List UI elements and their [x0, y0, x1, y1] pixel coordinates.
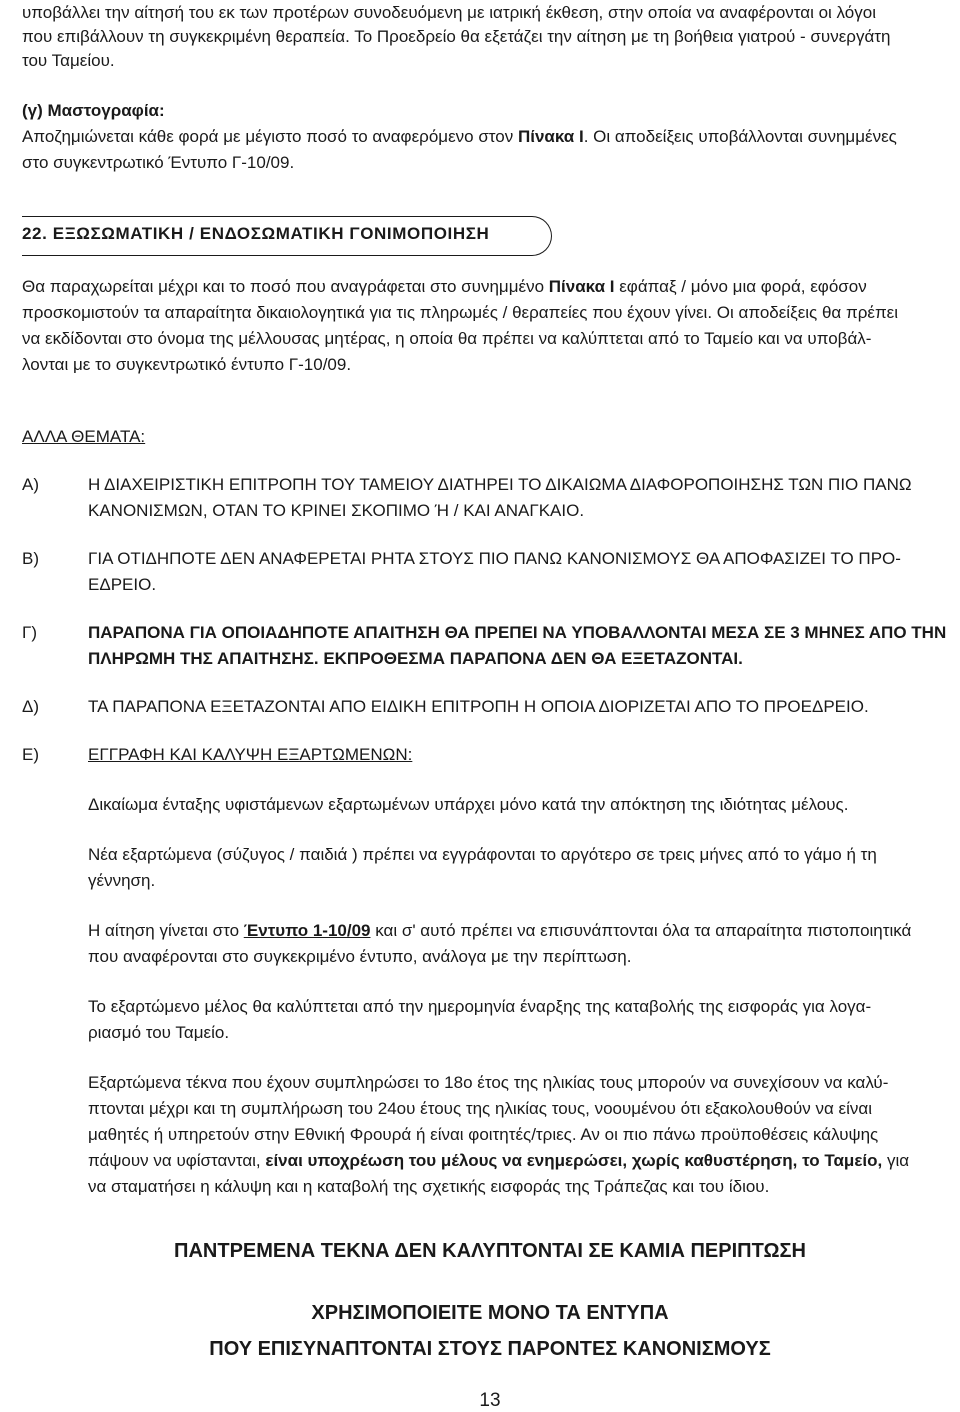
intro-line-2: που επιβάλλουν τη συγκεκριμένη θεραπεία. Το Προεδρείο θα εξετάζει την αίτηση με τη βοήθεια γιατρού - συνεργάτη	[22, 27, 891, 46]
item-b-letter: Β)	[22, 549, 39, 568]
item-c-line-2: ΠΛΗΡΩΜΗ ΤΗΣ ΑΠΑΙΤΗΣΗΣ. ΕΚΠΡΟΘΕΣΜΑ ΠΑΡΑΠΟΝΑ ΔΕΝ ΘΑ ΕΞΕΤΑΖΟΝΤΑΙ.	[88, 649, 743, 668]
section-g-line-2: στο συγκεντρωτικό Έντυπο Γ-10/09.	[22, 153, 295, 172]
married-children-note: ΠΑΝΤΡΕΜΕΝΑ ΤΕΚΝΑ ΔΕΝ ΚΑΛΥΠΤΟΝΤΑΙ ΣΕ ΚΑΜΙΑ ΠΕΡΙΠΤΩΣΗ	[174, 1240, 806, 1262]
section-g-text-a: Αποζημιώνεται κάθε φορά με μέγιστο ποσό το αναφερόμενο στον	[22, 127, 518, 146]
use-forms-note-line-1: ΧΡΗΣΙΜΟΠΟΙΕΙΤΕ ΜΟΝΟ ΤΑ ΕΝΤΥΠΑ	[311, 1302, 669, 1324]
dependents-p5-line-2: πτονται μέχρι και τη συμπλήρωση του 24ου έτους της ηλικίας τους, νοουμένου ότι εξακολουθούν να είναι	[88, 1099, 872, 1118]
dependents-p1: Δικαίωμα ένταξης υφιστάμενων εξαρτωμένων υπάρχει μόνο κατά την απόκτηση της ιδιότητας μέλους.	[88, 795, 849, 814]
dependents-p3-text-b: και σ' αυτό πρέπει να επισυνάπτονται όλα τα απαραίτητα πιστοποιητικά	[370, 921, 912, 940]
intro-line-1: υποβάλλει την αίτησή του εκ των προτέρων συνοδευόμενη με ιατρική έκθεση, στην οποία να αναφέρονται οι λόγοι	[22, 3, 876, 22]
dependents-p5-line-4	[88, 1148, 960, 1174]
other-matters-heading: ΑΛΛΑ ΘΕΜΑΤΑ:	[22, 427, 146, 446]
section-g-text-b: . Οι αποδείξεις υποβάλλονται συνημμένες	[583, 127, 897, 146]
item-e-line-1: ΕΓΓΡΑΦΗ ΚΑΙ ΚΑΛΥΨΗ ΕΞΑΡΤΩΜΕΝΩΝ:	[88, 745, 413, 764]
dependents-p5-text-b: για	[882, 1151, 910, 1170]
item-a-line-1: Η ΔΙΑΧΕΙΡΙΣΤΙΚΗ ΕΠΙΤΡΟΠΗ ΤΟΥ ΤΑΜΕΙΟΥ ΔΙΑΤΗΡΕΙ ΤΟ ΔΙΚΑΙΩΜΑ ΔΙΑΦΟΡΟΠΟΙΗΣΗΣ ΤΩΝ ΠΙΟ ΠΑΝΩ	[88, 475, 912, 494]
item-a-line-2: ΚΑΝΟΝΙΣΜΩΝ, ΟΤΑΝ ΤΟ ΚΡΙΝΕΙ ΣΚΟΠΙΜΟ Ή / ΚΑΙ ΑΝΑΓΚΑΙΟ.	[88, 501, 585, 520]
dependents-p4-line-2: ριασμό του Ταμείο.	[88, 1023, 230, 1042]
section-22-text-b: εφάπαξ / μόνο μια φορά, εφόσον	[614, 277, 867, 296]
intro-line-3: του Ταμείου.	[22, 51, 115, 70]
dependents-p5-line-5: να σταματήσει η κάλυψη και η καταβολή της σχετικής εισφοράς της Τράπεζας και του ίδιου.	[88, 1177, 770, 1196]
item-c-letter: Γ)	[22, 623, 38, 642]
item-c-line-1: ΠΑΡΑΠΟΝΑ ΓΙΑ ΟΠΟΙΑΔΗΠΟΤΕ ΑΠΑΙΤΗΣΗ ΘΑ ΠΡΕΠΕΙ ΝΑ ΥΠΟΒΑΛΛΟΝΤΑΙ ΜΕΣΑ ΣΕ 3 ΜΗΝΕΣ ΑΠΟ ΤΗΝ	[88, 623, 947, 642]
dependents-p2-line-2: γέννηση.	[88, 871, 156, 890]
dependents-p4-line-1: Το εξαρτώμενο μέλος θα καλύπτεται από την ημερομηνία έναρξης της καταβολής της εισφοράς για λογα-	[88, 997, 872, 1016]
item-d-letter: Δ)	[22, 697, 40, 716]
section-22-line-4: λονται με το συγκεντρωτικό έντυπο Γ-10/09.	[22, 355, 352, 374]
dependents-p3-line-2: που αναφέρονται στο συγκεκριμένο έντυπο, ανάλογα με την περίπτωση.	[88, 947, 632, 966]
use-forms-note-line-2: ΠΟΥ ΕΠΙΣΥΝΑΠΤΟΝΤΑΙ ΣΤΟΥΣ ΠΑΡΟΝΤΕΣ ΚΑΝΟΝΙΣΜΟΥΣ	[209, 1338, 771, 1360]
item-b-line-2: ΕΔΡΕΙΟ.	[88, 575, 157, 594]
section-22-line-3: να εκδίδονται στο όνομα της μέλλουσας μητέρας, η οποία θα πρέπει να καλύπτεται από το Ταμείο και να υποβάλ-	[22, 329, 872, 348]
table-i-ref-2: Πίνακα Ι	[548, 277, 615, 296]
item-d-line-1: ΤΑ ΠΑΡΑΠΟΝΑ ΕΞΕΤΑΖΟΝΤΑΙ ΑΠΟ ΕΙΔΙΚΗ ΕΠΙΤΡΟΠΗ Η ΟΠΟΙΑ ΔΙΟΡΙΖΕΤΑΙ ΑΠΟ ΤΟ ΠΡΟΕΔΡΕΙΟ.	[88, 697, 869, 716]
section-22-text-a: Θα παραχωρείται μέχρι και το ποσό που αναγράφεται στο συνημμένο	[22, 277, 549, 296]
section-22-line-1	[22, 274, 960, 300]
dependents-p5-text-a: πάψουν να υφίστανται,	[88, 1151, 266, 1170]
form-1-10-09-ref: Έντυπο 1-10/09	[243, 921, 371, 940]
item-a-letter: Α)	[22, 475, 39, 494]
table-i-ref: Πίνακα Ι	[517, 127, 584, 146]
section-22-title: 22. ΕΞΩΣΩΜΑΤΙΚΗ / ΕΝΔΟΣΩΜΑΤΙΚΗ ΓΟΝΙΜΟΠΟΙΗΣΗ	[22, 224, 490, 243]
dependents-p2-line-1: Νέα εξαρτώμενα (σύζυγος / παιδιά ) πρέπει να εγγράφονται το αργότερο σε τρεις μήνες από το γάμο ή τη	[88, 845, 877, 864]
section-g-line-1	[22, 124, 960, 150]
dependents-p5-line-1: Εξαρτώμενα τέκνα που έχουν συμπληρώσει το 18ο έτος της ηλικίας τους μπορούν να συνεχίσουν να καλύ-	[88, 1073, 889, 1092]
item-e-letter: Ε)	[22, 745, 39, 764]
page-number: 13	[479, 1390, 501, 1411]
section-22-line-2: προσκομιστούν τα απαραίτητα δικαιολογητικά για τις πληρωμές / θεραπείες που έχουν γίνει. Οι αποδείξεις θα πρέπει	[22, 303, 899, 322]
member-obligation-text: είναι υποχρέωση του μέλους να ενημερώσει, χωρίς καθυστέρηση, το Ταμείο,	[265, 1151, 883, 1170]
dependents-p3-line-1	[88, 918, 960, 944]
section-g-heading: (γ) Μαστογραφία:	[22, 101, 165, 120]
dependents-p5-line-3: μαθητές ή υπηρετούν στην Εθνική Φρουρά ή είναι φοιτητές/τριες. Αν οι πιο πάνω προϋποθέσεις κάλυψης	[88, 1125, 879, 1144]
item-b-line-1: ΓΙΑ ΟΤΙΔΗΠΟΤΕ ΔΕΝ ΑΝΑΦΕΡΕΤΑΙ ΡΗΤΑ ΣΤΟΥΣ ΠΙΟ ΠΑΝΩ ΚΑΝΟΝΙΣΜΟΥΣ ΘΑ ΑΠΟΦΑΣΙΖΕΙ ΤΟ ΠΡΟ-	[88, 549, 901, 568]
dependents-p3-text-a: Η αίτηση γίνεται στο	[88, 921, 244, 940]
